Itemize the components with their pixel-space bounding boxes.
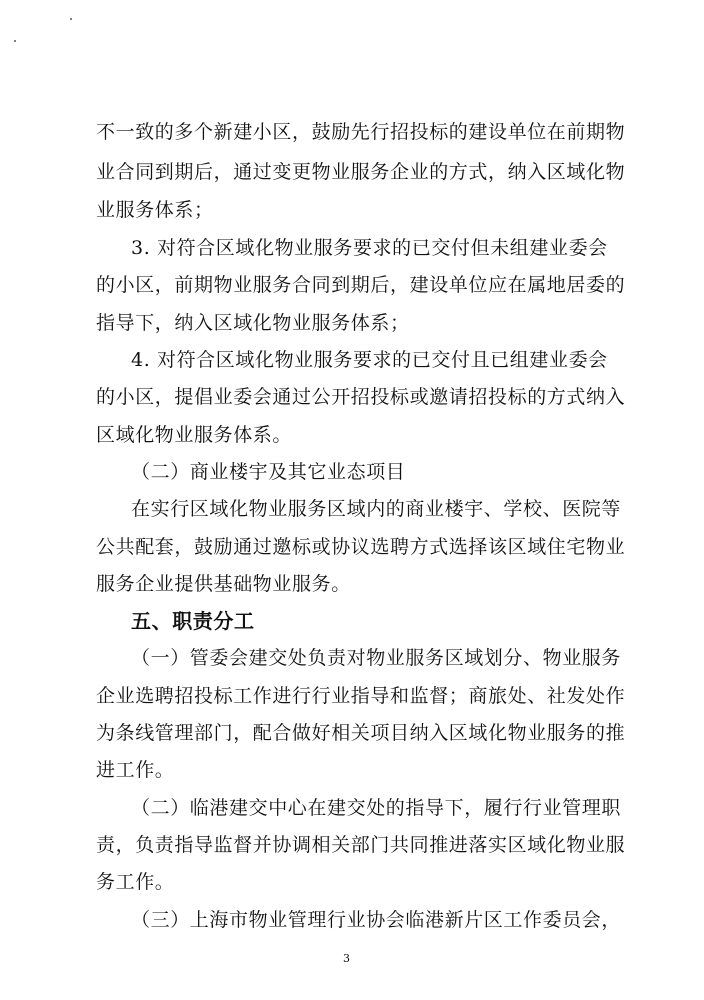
text-line-4: 3. 对符合区域化物业服务要求的已交付但未组建业委会 xyxy=(131,237,608,259)
text-line-9: 区域化物业服务体系。 xyxy=(96,424,293,446)
text-line-18: 进工作。 xyxy=(96,759,175,781)
scan-mark xyxy=(14,40,16,42)
scan-mark xyxy=(70,18,72,20)
text-line-11: 在实行区域化物业服务区域内的商业楼宇、学校、医院等 xyxy=(131,498,622,520)
text-line-3: 业服务体系； xyxy=(96,199,214,221)
text-line-19: （二）临港建交中心在建交处的指导下，履行行业管理职 xyxy=(131,797,622,819)
text-line-17: 为条线管理部门，配合做好相关项目纳入区域化物业服务的推 xyxy=(96,722,626,744)
text-line-12: 公共配套，鼓励通过邀标或协议选聘方式选择该区域住宅物业 xyxy=(96,536,626,558)
text-line-22: （三）上海市物业管理行业协会临港新片区工作委员会， xyxy=(131,909,622,931)
text-line-15: （一）管委会建交处负责对物业服务区域划分、物业服务 xyxy=(131,647,622,669)
text-line-16: 企业选聘招投标工作进行行业指导和监督；商旅处、社发处作 xyxy=(96,685,626,707)
text-line-1: 不一致的多个新建小区，鼓励先行招投标的建设单位在前期物 xyxy=(96,121,626,143)
text-line-21: 务工作。 xyxy=(96,871,175,893)
text-line-6: 指导下，纳入区域化物业服务体系； xyxy=(96,312,410,334)
section-heading-responsibilities: 五、职责分工 xyxy=(131,609,255,633)
section-heading-commercial: （二）商业楼宇及其它业态项目 xyxy=(131,461,406,483)
page-number: 3 xyxy=(343,952,350,965)
text-line-2: 业合同到期后，通过变更物业服务企业的方式，纳入区域化物 xyxy=(96,161,626,183)
text-line-7: 4. 对符合区域化物业服务要求的已交付且已组建业委会 xyxy=(131,349,608,371)
text-line-20: 责，负责指导监督并协调相关部门共同推进落实区域化物业服 xyxy=(96,834,626,856)
text-line-13: 服务企业提供基础物业服务。 xyxy=(96,573,351,595)
text-line-8: 的小区，提倡业委会通过公开招投标或邀请招投标的方式纳入 xyxy=(96,386,626,408)
text-line-5: 的小区，前期物业服务合同到期后，建设单位应在属地居委的 xyxy=(96,274,626,296)
